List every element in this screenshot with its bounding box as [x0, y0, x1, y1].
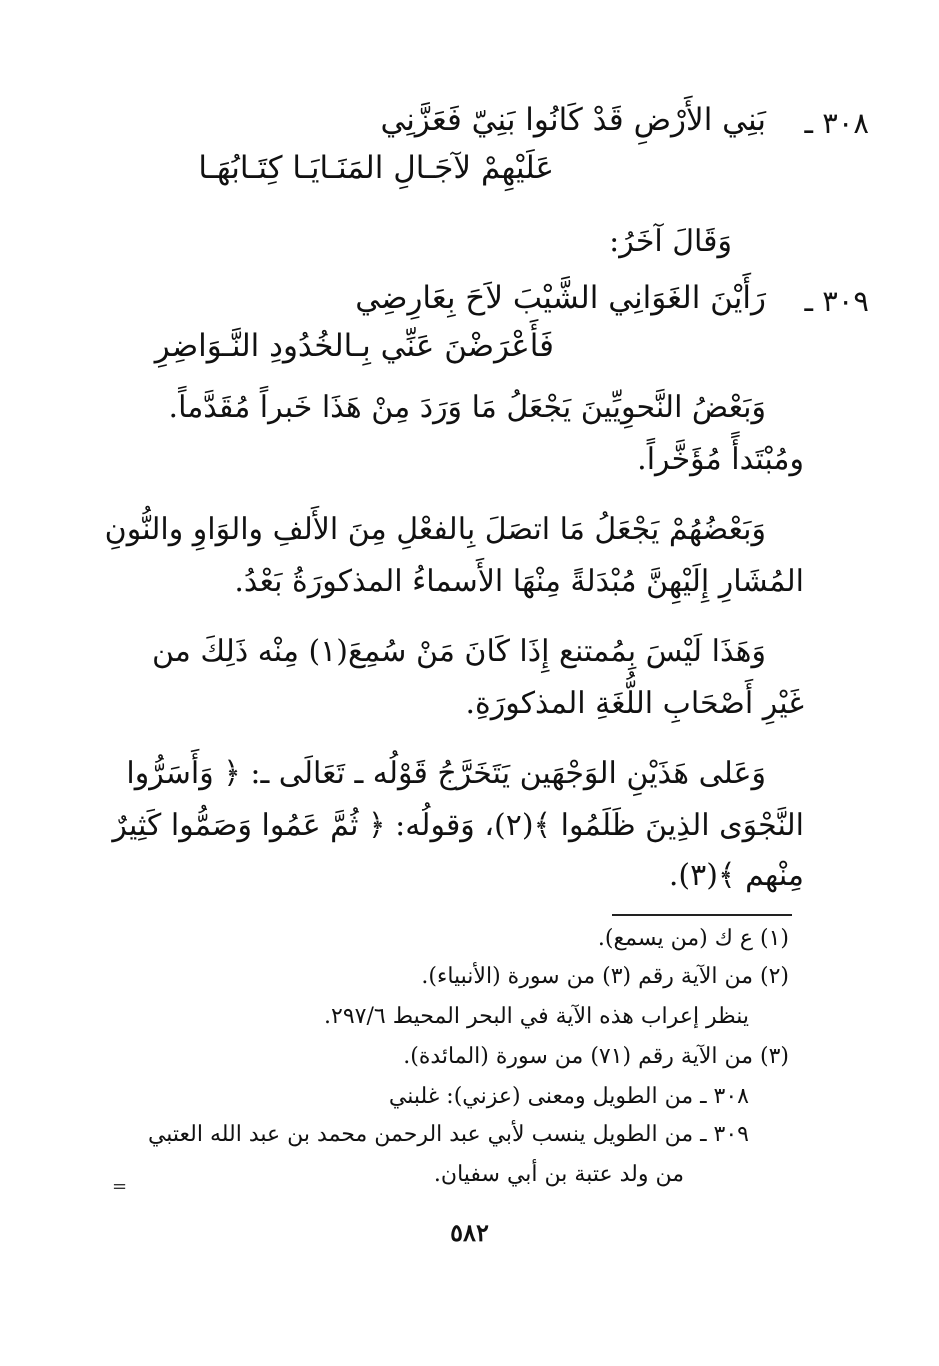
paragraph-2-line-2: المُشَارِ إِلَيْهِنَّ مُبْدَلةً مِنْهَا الأَسماءُ المذكورَةُ بَعْدُ. — [234, 564, 804, 599]
verse-number-308: ٣٠٨ ـ — [804, 106, 869, 140]
verse-308-second-hemistich: عَلَيْهِمْ لآجَـالِ المَنَـايَـا كِتَـابُهَـا — [198, 150, 554, 186]
footnote-verse-309: ٣٠٩ ـ من الطويل ينسب لأبي عبد الرحمن محمد بن عبد الله العتبي — [147, 1122, 749, 1147]
footnote-verse-308: ٣٠٨ ـ من الطويل ومعنى (عزني): غلبني — [388, 1084, 749, 1109]
verse-number-309: ٣٠٩ ـ — [804, 284, 869, 318]
paragraph-4-line-2: النَّجْوَى الذِينَ ظَلَمُوا ﴾(٢)، وَقولُه: ﴿ ثُمَّ عَمُوا وَصَمُّوا كَثِيرٌ — [112, 808, 804, 843]
footnote-separator — [612, 914, 792, 916]
intro-line: وَقَالَ آخَرُ: — [609, 224, 732, 259]
verse-309-second-hemistich: فَأَعْرَضْنَ عَنِّي بِـالخُدُودِ النَّـوَاضِرِ — [154, 328, 554, 364]
footnote-3: (٣) من الآية رقم (٧١) من سورة (المائدة). — [403, 1044, 789, 1069]
footnote-verse-309-continuation: من ولد عتبة بن أبي سفيان. — [433, 1162, 684, 1187]
paragraph-3-line-1: وَهَذَا لَيْسَ بِمُمتنع إِذَا كَانَ مَنْ سُمِعَ(١) مِنْه ذَلِكَ من — [151, 634, 766, 669]
page-number: ٥٨٢ — [450, 1218, 489, 1247]
footnote-2: (٢) من الآية رقم (٣) من سورة (الأنبياء). — [421, 964, 789, 989]
paragraph-3-line-2: غَيْرِ أَصْحَابِ اللُّغَةِ المذكورَةِ. — [465, 686, 804, 721]
paragraph-4-line-3: مِنْهم ﴾(٣). — [668, 858, 804, 893]
continuation-mark: = — [112, 1176, 128, 1197]
paragraph-2-line-1: وَبَعْضُهُمْ يَجْعَلُ مَا اتصَلَ بِالفعْلِ مِنَ الأَلفِ والوَاوِ والنُّونِ — [104, 512, 766, 547]
footnote-2-continuation: ينظر إعراب هذه الآية في البحر المحيط ٢٩٧/٦. — [324, 1004, 749, 1029]
paragraph-4-line-1: وَعَلى هَذَيْنِ الوَجْهَين يَتَخَرَّجُ قَوْلُه ـ تَعَالَى ـ: ﴿ وَأَسَرُّوا — [126, 756, 766, 791]
paragraph-1-line-1: وَبَعْضُ النَّحوِيِّينَ يَجْعَلُ مَا وَرَدَ مِنْ هَذَا خَبراً مُقَدَّماً. — [168, 390, 766, 425]
paragraph-1-line-2: ومُبْتَدأً مُؤَخَّراً. — [637, 442, 804, 477]
verse-308-first-hemistich: بَنِي الأَرْضِ قَدْ كَانُوا بَنِيّ فَعَزَّنِي — [380, 102, 766, 138]
footnote-1: (١) ع ك (من يسمع). — [597, 926, 789, 951]
verse-309-first-hemistich: رَأَيْنَ الغَوَانِي الشَّيْبَ لاَحَ بِعَارِضِي — [355, 280, 766, 316]
